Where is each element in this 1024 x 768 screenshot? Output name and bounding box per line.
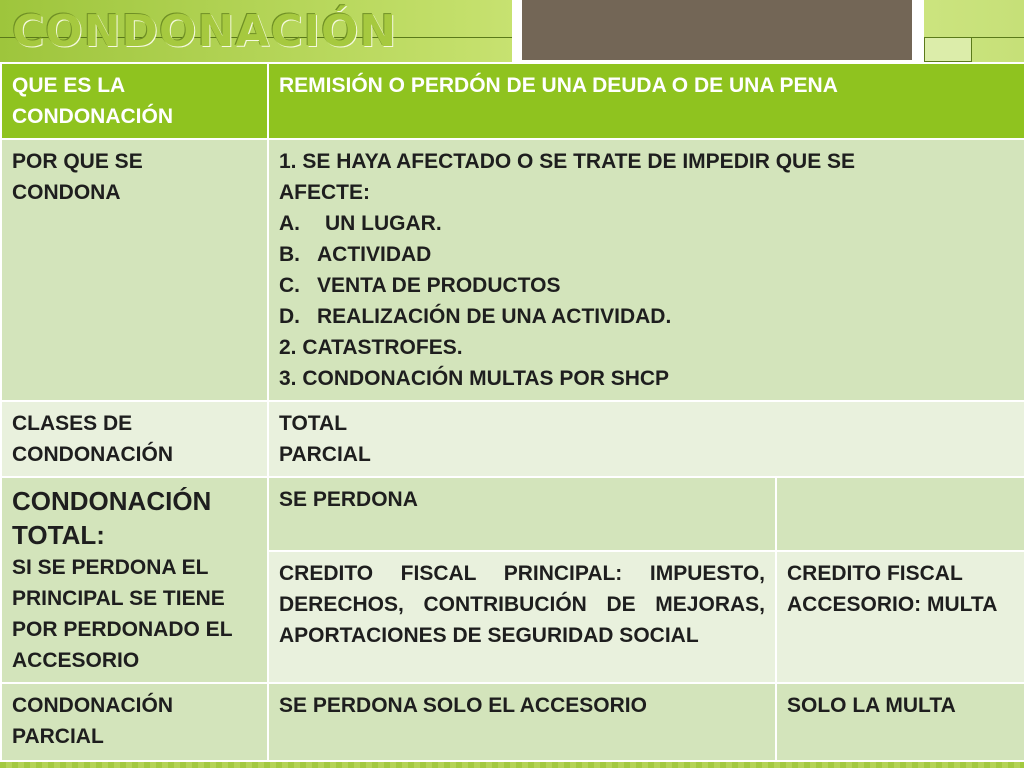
clase-parcial: PARCIAL <box>279 443 371 466</box>
value-parcial: SE PERDONA SOLO EL ACCESORIO <box>268 683 776 761</box>
list-item <box>279 301 1014 332</box>
value-credito-principal: CREDITO FISCAL PRINCIPAL: IMPUESTO, DERECHOS, CONTRIBUCIÓN DE MEJORAS, APORTACIONES DE SEGURIDAD SOCIAL <box>268 551 776 683</box>
label-por-que: POR QUE SE CONDONA <box>1 139 268 401</box>
label-total <box>1 477 268 683</box>
list-marker: D. <box>279 305 300 328</box>
slide-title: CONDONACIÓN <box>12 6 398 57</box>
total-description: SI SE PERDONA EL PRINCIPAL SE TIENE POR PERDONADO EL ACCESORIO <box>12 556 233 672</box>
label-clases: CLASES DE CONDONACIÓN <box>1 401 268 477</box>
list-text: ACTIVIDAD <box>317 243 432 266</box>
total-title: CONDONACIÓN TOTAL: <box>12 486 212 550</box>
table-row-por-que <box>1 139 1024 401</box>
value-clases <box>268 401 1024 477</box>
list-item <box>279 208 1014 239</box>
table-row-que-es <box>1 63 1024 139</box>
reason-2: 2. CATASTROFES. <box>279 336 463 359</box>
table-row-total-a <box>1 477 1024 551</box>
value-se-perdona: SE PERDONA <box>268 477 776 551</box>
reason-3: 3. CONDONACIÓN MULTAS POR SHCP <box>279 367 670 390</box>
list-marker: A. <box>279 212 300 235</box>
list-item <box>279 270 1014 301</box>
list-item <box>279 239 1014 270</box>
table-row-parcial <box>1 683 1024 761</box>
table-row-clases <box>1 401 1024 477</box>
list-text: REALIZACIÓN DE UNA ACTIVIDAD. <box>317 305 672 328</box>
reason-1: 1. SE HAYA AFECTADO O SE TRATE DE IMPEDIR QUE SE AFECTE: <box>279 150 856 204</box>
reasons-list <box>279 146 1014 394</box>
corner-box <box>924 37 972 62</box>
list-text: VENTA DE PRODUCTOS <box>317 274 561 297</box>
empty-cell <box>776 477 1024 551</box>
label-parcial: CONDONACIÓN PARCIAL <box>1 683 268 761</box>
value-solo-multa: SOLO LA MULTA <box>776 683 1024 761</box>
header-image-placeholder <box>522 0 912 60</box>
list-marker: B. <box>279 243 300 266</box>
label-que-es: QUE ES LA CONDONACIÓN <box>1 63 268 139</box>
clase-total: TOTAL <box>279 412 348 435</box>
condonacion-table <box>0 62 1024 762</box>
value-por-que <box>268 139 1024 401</box>
list-marker: C. <box>279 274 300 297</box>
list-text: UN LUGAR. <box>325 212 442 235</box>
value-credito-accesorio: CREDITO FISCAL ACCESORIO: MULTA <box>776 551 1024 683</box>
value-que-es: REMISIÓN O PERDÓN DE UNA DEUDA O DE UNA PENA <box>268 63 1024 139</box>
